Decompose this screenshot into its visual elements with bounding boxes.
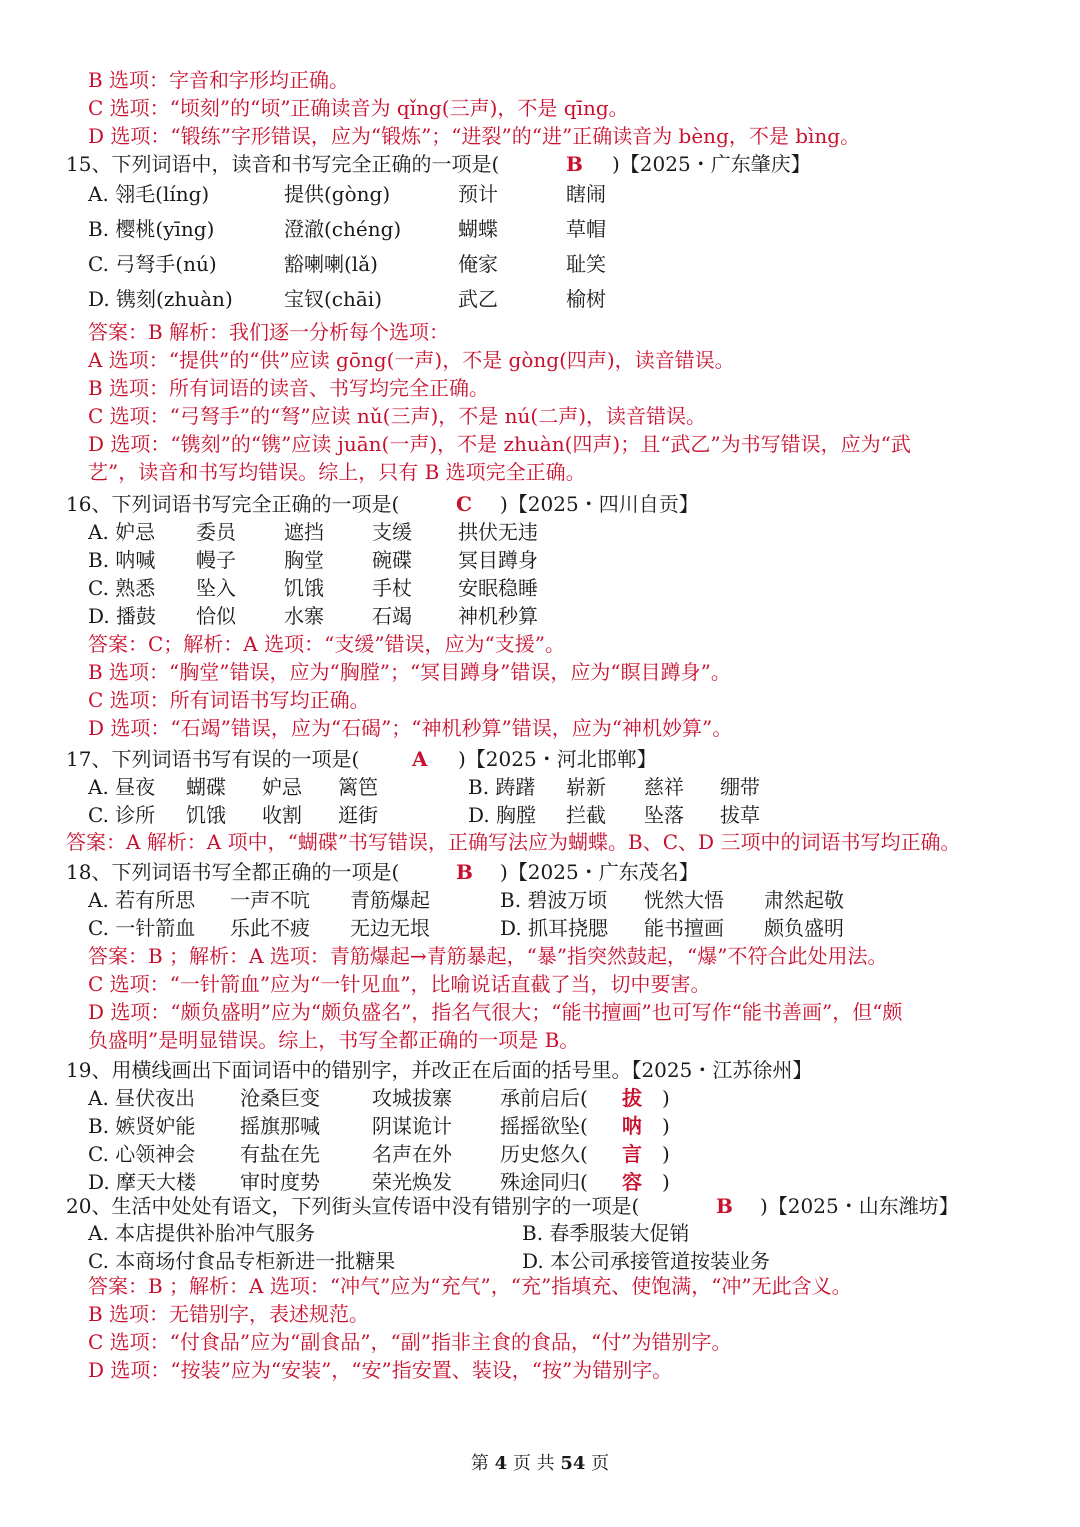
explanation-line: B 选项：字音和字形均正确。 xyxy=(88,68,350,92)
option-cell: 逛街 xyxy=(338,803,378,827)
footer-middle: 页 共 xyxy=(512,1453,555,1474)
question-line xyxy=(0,490,1080,518)
option-cell: 遮挡 xyxy=(284,520,324,544)
option-cell: C. 熟悉 xyxy=(88,576,156,600)
q19-word: B. 嫉贤妒能 xyxy=(88,1114,196,1138)
option-cell: 水寨 xyxy=(284,604,324,628)
explanation-line: D 选项：“锻练”字形错误，应为“锻炼”；“进裂”的“进”正确读音为 bèng，不是 bìng。 xyxy=(88,124,861,148)
option-cell: D. 播鼓 xyxy=(88,604,157,628)
option-cell: B. 碧波万顷 xyxy=(500,888,608,912)
option-cell: 一声不吭 xyxy=(230,888,310,912)
option-cell: 草帽 xyxy=(566,217,606,241)
option-cell: 拱伏无违 xyxy=(458,520,538,544)
option-cell: 俺家 xyxy=(458,252,498,276)
option-cell: 坠入 xyxy=(196,576,236,600)
option-cell: 幔子 xyxy=(196,548,236,572)
option-cell: 崭新 xyxy=(566,775,606,799)
q19-word: 名声在外 xyxy=(372,1142,452,1166)
option-cell: 委员 xyxy=(196,520,236,544)
option-row xyxy=(0,546,1080,574)
explanation-line: 答案：A 解析：A 项中，“蝴碟”书写错误，正确写法应为蝴蝶。B、C、D 三项中的词语书写均正确。 xyxy=(66,830,961,854)
explanation-line: B 选项：所有词语的读音、书写均完全正确。 xyxy=(88,376,490,400)
option-cell: 收割 xyxy=(262,803,302,827)
footer-suffix: 页 xyxy=(591,1453,610,1474)
option-cell: A. 本店提供补胎冲气服务 xyxy=(88,1221,316,1245)
question-line xyxy=(0,858,1080,886)
option-cell: 澄澈(chéng) xyxy=(284,217,402,241)
explanation-line: C 选项：“顷刻”的“顷”正确读音为 qǐng(三声)，不是 qīng。 xyxy=(88,96,629,120)
option-cell: 蝴蝶 xyxy=(458,217,498,241)
q19-word: 攻城拔寨 xyxy=(372,1086,452,1110)
option-cell: 手杖 xyxy=(372,576,412,600)
option-cell: C. 诊所 xyxy=(88,803,156,827)
explanation-line: D 选项：“石竭”错误，应为“石碣”；“神机秒算”错误，应为“神机妙算”。 xyxy=(88,716,733,740)
option-row xyxy=(0,1247,1080,1275)
explanation-line: D 选项：“按装”应为“安装”，“安”指安置、装设，“按”为错别字。 xyxy=(88,1358,673,1382)
explanation-line: B 选项：无错别字，表述规范。 xyxy=(88,1302,370,1326)
question-source: )【2025・广东茂名】 xyxy=(500,860,699,884)
q19-close-paren: ) xyxy=(662,1170,670,1194)
question-source: )【2025・山东潍坊】 xyxy=(760,1194,959,1218)
option-row xyxy=(0,574,1080,602)
explanation-line: B 选项：“胸堂”错误，应为“胸膛”；“冥目蹲身”错误，应为“瞑目蹲身”。 xyxy=(88,660,731,684)
option-cell: 恰似 xyxy=(196,604,236,628)
question-line xyxy=(0,745,1080,773)
explanation-line: 答案：C；解析：A 选项：“支缓”错误，应为“支援”。 xyxy=(88,632,566,656)
option-cell: B. 樱桃(yīng) xyxy=(88,217,215,241)
answer-letter: B xyxy=(716,1194,733,1218)
option-row xyxy=(0,602,1080,630)
option-row xyxy=(0,914,1080,942)
explanation-line: A 选项：“提供”的“供”应读 gōng(一声)，不是 gòng(四声)，读音错误。 xyxy=(88,348,735,372)
explanation-line: C 选项：所有词语书写均正确。 xyxy=(88,688,370,712)
option-cell: 慈祥 xyxy=(644,775,684,799)
option-cell: D. 抓耳挠腮 xyxy=(500,916,609,940)
q19-word: 殊途同归( xyxy=(500,1170,588,1194)
option-cell: A. 妒忌 xyxy=(88,520,156,544)
q19-row xyxy=(0,1112,1080,1140)
question-line xyxy=(0,1192,1080,1220)
option-cell: 预计 xyxy=(458,182,498,206)
explanation-line: 艺”，读音和书写均错误。综上，只有 B 选项完全正确。 xyxy=(88,460,586,484)
q19-close-paren: ) xyxy=(662,1086,670,1110)
explanation-line: 负盛明”是明显错误。综上，书写全都正确的一项是 B。 xyxy=(88,1028,580,1052)
q19-row xyxy=(0,1168,1080,1196)
option-cell: 神机秒算 xyxy=(458,604,538,628)
explanation-line: D 选项：“镌刻”的“镌”应读 juān(一声)，不是 zhuàn(四声)；且“武乙”为书写错误，应为“武 xyxy=(88,432,911,456)
option-cell: 宝钗(chāi) xyxy=(284,287,383,311)
option-cell: 拦截 xyxy=(566,803,606,827)
question-stem: 20、生活中处处有语文，下列街头宣传语中没有错别字的一项是( xyxy=(66,1194,640,1218)
footer-prefix: 第 xyxy=(470,1453,489,1474)
explanation-line: 答案：B 解析：我们逐一分析每个选项： xyxy=(88,320,450,344)
option-cell: 豁喇喇(lǎ) xyxy=(284,252,378,276)
option-cell: B. 春季服装大促销 xyxy=(522,1221,690,1245)
option-cell: 饥饿 xyxy=(186,803,226,827)
option-cell: D. 镌刻(zhuàn) xyxy=(88,287,233,311)
q19-correction: 言 xyxy=(622,1142,642,1166)
option-cell: 颇负盛明 xyxy=(764,916,844,940)
question-stem: 16、下列词语书写完全正确的一项是( xyxy=(66,492,400,516)
q19-row xyxy=(0,1140,1080,1168)
option-row xyxy=(0,773,1080,801)
explanation-line: D 选项：“颇负盛明”应为“颇负盛名”，指名气很大；“能书擅画”也可写作“能书善画”，但“颇 xyxy=(88,1000,903,1024)
explanation-line: 答案：B ；解析：A 选项：“冲气”应为“充气”，“充”指填充、使饱满，“冲”无此含义。 xyxy=(88,1274,852,1298)
option-cell: 坠落 xyxy=(644,803,684,827)
footer-page-number: 4 xyxy=(494,1453,508,1474)
option-cell: 恍然大悟 xyxy=(644,888,724,912)
q19-word: 阴谋诡计 xyxy=(372,1114,452,1138)
option-cell: 胸堂 xyxy=(284,548,324,572)
option-cell: D. 本公司承接管道按装业务 xyxy=(522,1249,771,1273)
option-cell: 支缓 xyxy=(372,520,412,544)
option-cell: A. 昼夜 xyxy=(88,775,156,799)
answer-letter: C xyxy=(456,492,472,516)
question-stem: 19、用横线画出下面词语中的错别字，并改正在后面的括号里。【2025・江苏徐州】 xyxy=(66,1058,813,1082)
question-stem: 18、下列词语书写全都正确的一项是( xyxy=(66,860,400,884)
explanation-line: C 选项：“付食品”应为“副食品”，“副”指非主食的食品，“付”为错别字。 xyxy=(88,1330,732,1354)
option-cell: 青筋爆起 xyxy=(350,888,430,912)
q19-word: 沧桑巨变 xyxy=(240,1086,320,1110)
option-row xyxy=(0,801,1080,829)
option-cell: A. 翎毛(líng) xyxy=(88,182,210,206)
option-cell: 瞎闹 xyxy=(566,182,606,206)
option-row xyxy=(0,215,1080,243)
q19-close-paren: ) xyxy=(662,1142,670,1166)
answer-letter: B xyxy=(566,152,583,176)
option-cell: 乐此不疲 xyxy=(230,916,310,940)
footer-total-pages: 54 xyxy=(560,1453,586,1474)
q19-word: 荣光焕发 xyxy=(372,1170,452,1194)
question-source: )【2025・四川自贡】 xyxy=(500,492,699,516)
option-row xyxy=(0,518,1080,546)
option-cell: 无边无垠 xyxy=(350,916,430,940)
explanation-line: 答案：B ；解析：A 选项：青筋爆起→青筋暴起，“暴”指突然鼓起，“爆”不符合此处用法。 xyxy=(88,944,888,968)
option-cell: 安眠稳睡 xyxy=(458,576,538,600)
option-cell: 武乙 xyxy=(458,287,498,311)
q19-word: C. 心领神会 xyxy=(88,1142,196,1166)
question-stem: 15、下列词语中，读音和书写完全正确的一项是( xyxy=(66,152,500,176)
option-cell: 蝴碟 xyxy=(186,775,226,799)
q19-row xyxy=(0,1084,1080,1112)
option-cell: 提供(gòng) xyxy=(284,182,391,206)
option-cell: 能书擅画 xyxy=(644,916,724,940)
option-cell: C. 一针箭血 xyxy=(88,916,196,940)
option-cell: 拔草 xyxy=(720,803,760,827)
option-cell: C. 本商场付食品专柜新进一批糖果 xyxy=(88,1249,396,1273)
option-row xyxy=(0,250,1080,278)
q19-close-paren: ) xyxy=(662,1114,670,1138)
question-line xyxy=(0,150,1080,178)
question-source: )【2025・广东肇庆】 xyxy=(612,152,811,176)
option-cell: 冥目蹲身 xyxy=(458,548,538,572)
option-cell: D. 胸膛 xyxy=(468,803,537,827)
option-cell: 妒忌 xyxy=(262,775,302,799)
q19-correction: 呐 xyxy=(622,1114,642,1138)
q19-word: 摇旗那喊 xyxy=(240,1114,320,1138)
explanation-line: C 选项：“一针箭血”应为“一针见血”，比喻说话直截了当，切中要害。 xyxy=(88,972,711,996)
q19-word: 摇摇欲坠( xyxy=(500,1114,588,1138)
option-cell: 肃然起敬 xyxy=(764,888,844,912)
q19-correction: 拔 xyxy=(622,1086,642,1110)
q19-word: 审时度势 xyxy=(240,1170,320,1194)
option-cell: 绷带 xyxy=(720,775,760,799)
question-source: )【2025・河北邯郸】 xyxy=(458,747,657,771)
option-row xyxy=(0,1219,1080,1247)
option-cell: C. 弓弩手(nú) xyxy=(88,252,217,276)
option-cell: A. 若有所思 xyxy=(88,888,196,912)
q19-word: 有盐在先 xyxy=(240,1142,320,1166)
option-cell: 篱笆 xyxy=(338,775,378,799)
q19-correction: 容 xyxy=(622,1170,642,1194)
page-footer xyxy=(0,1452,1080,1476)
option-cell: 榆树 xyxy=(566,287,606,311)
option-row xyxy=(0,285,1080,313)
option-cell: 碗碟 xyxy=(372,548,412,572)
q19-word: A. 昼伏夜出 xyxy=(88,1086,196,1110)
option-row xyxy=(0,886,1080,914)
option-cell: B. 踌躇 xyxy=(468,775,536,799)
answer-letter: B xyxy=(456,860,473,884)
q19-word: D. 摩天大楼 xyxy=(88,1170,197,1194)
option-cell: 耻笑 xyxy=(566,252,606,276)
q19-word: 历史悠久( xyxy=(500,1142,588,1166)
explanation-line: C 选项：“弓弩手”的“弩”应读 nǔ(三声)，不是 nú(二声)，读音错误。 xyxy=(88,404,707,428)
option-cell: 饥饿 xyxy=(284,576,324,600)
option-row xyxy=(0,180,1080,208)
q19-word: 承前启后( xyxy=(500,1086,588,1110)
option-cell: B. 呐喊 xyxy=(88,548,156,572)
answer-letter: A xyxy=(412,747,428,771)
option-cell: 石竭 xyxy=(372,604,412,628)
question-line xyxy=(0,1056,1080,1084)
question-stem: 17、下列词语书写有误的一项是( xyxy=(66,747,360,771)
